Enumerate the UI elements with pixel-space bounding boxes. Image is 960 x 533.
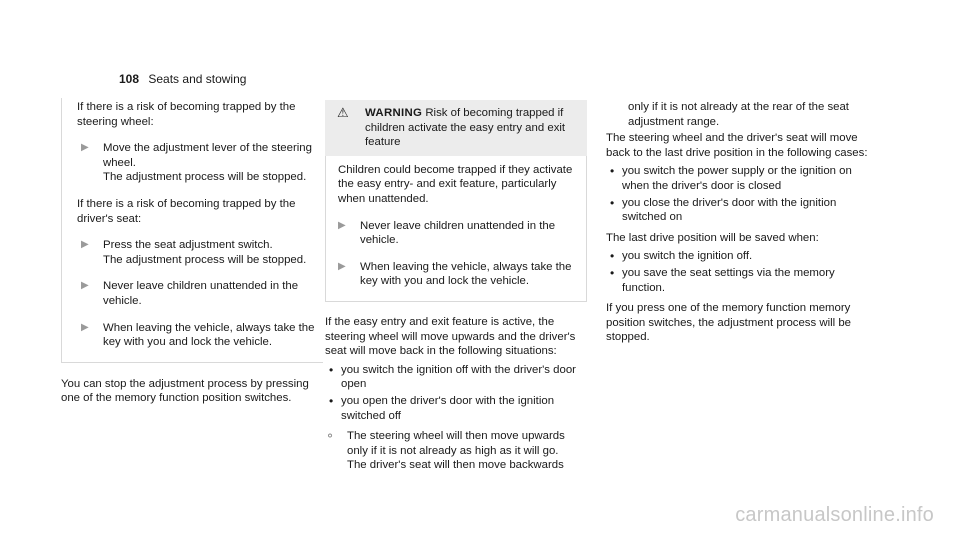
arrow-right-icon: ▶ [81, 239, 89, 251]
step-text: Never leave children unattended in the vehicle. [103, 280, 299, 307]
step-text: Press the seat adjustment switch. The adjustment process will be stopped. [103, 239, 307, 266]
note [325, 429, 587, 473]
step-item [338, 219, 576, 248]
step-text: Never leave children unattended in the vehicle. [360, 219, 556, 247]
bullet-list [325, 363, 587, 423]
arrow-right-icon: ▶ [338, 219, 346, 231]
list-item: • you close the driver's door with the ignition switched on [606, 196, 868, 225]
section-title: Seats and stowing [148, 72, 247, 86]
paragraph-stop-adjustment: You can stop the adjustment process by pressing one of the memory function position switches. [61, 377, 309, 405]
paragraph-memory-switch: If you press one of the memory function memory position switches, the adjustment process will be stopped. [606, 302, 852, 344]
intro-steering: If there is a risk of becoming trapped by the steering wheel: [77, 101, 296, 128]
warning-triangle-icon: ⚠ [337, 105, 349, 120]
bullet-dot-icon: • [610, 249, 615, 264]
step-item [81, 141, 315, 185]
arrow-right-icon: ▶ [81, 280, 89, 292]
step-text: Move the adjustment lever of the steering wheel. The adjustment process will be stopped. [103, 142, 312, 184]
info-icon: ⚬ [325, 429, 336, 444]
warning-label: WARNING [365, 107, 423, 119]
paragraph-easy-entry: If the easy entry and exit feature is active, the steering wheel will move upwards and the driver's seat will move back in the following situations: [325, 315, 576, 358]
bullet-list [606, 249, 868, 295]
list-item: • you switch the power supply or the ignition on when the driver's door is closed [606, 164, 868, 193]
step-item [81, 238, 315, 267]
list-item: • you save the seat settings via the memory function. [606, 266, 868, 295]
step-text: When leaving the vehicle, always take the key with you and lock the vehicle. [360, 260, 572, 288]
step-text: When leaving the vehicle, always take the key with you and lock the vehicle. [103, 321, 315, 349]
column-1 [61, 98, 323, 406]
warning-title: Risk of becoming trapped if children activate the easy entry and exit feature [365, 107, 566, 149]
intro-seat: If there is a risk of becoming trapped by the driver's seat: [77, 197, 296, 225]
note-text: The steering wheel will then move upwards only if it is not already as high as it will go. The driver's seat will then move backwards [347, 430, 565, 472]
column-2 [325, 100, 587, 473]
page-number: 108 [119, 72, 140, 86]
instruction-box [61, 98, 323, 363]
warning-header [325, 100, 587, 156]
step-item [81, 279, 315, 308]
paragraph-last-position: The steering wheel and the driver's seat will move back to the last drive position in the following cases: [606, 132, 868, 159]
paragraph-saved-when: The last drive position will be saved when: [606, 231, 819, 244]
page-header [119, 72, 246, 86]
arrow-right-icon: ▶ [81, 142, 89, 154]
bullet-dot-icon: • [329, 362, 334, 377]
column-3 [606, 100, 868, 345]
step-item [338, 260, 576, 289]
warning-box [325, 100, 587, 302]
arrow-right-icon: ▶ [81, 321, 89, 333]
bullet-list [606, 164, 868, 224]
watermark: carmanualsonline.info [735, 504, 934, 526]
list-item: • you switch the ignition off. [606, 249, 868, 264]
note-continuation: only if it is not already at the rear of the seat adjustment range. [628, 101, 849, 128]
warning-text: Children could become trapped if they activate the easy entry- and exit feature, particularly when unattended. [338, 163, 573, 205]
arrow-right-icon: ▶ [338, 260, 346, 272]
list-item: • you switch the ignition off with the driver's door open [325, 363, 587, 392]
step-item [81, 321, 315, 350]
bullet-dot-icon: • [610, 195, 615, 210]
bullet-dot-icon: • [329, 393, 334, 408]
warning-body [325, 156, 587, 302]
bullet-dot-icon: • [610, 164, 615, 179]
bullet-dot-icon: • [610, 265, 615, 280]
list-item: • you open the driver's door with the ignition switched off [325, 394, 587, 423]
